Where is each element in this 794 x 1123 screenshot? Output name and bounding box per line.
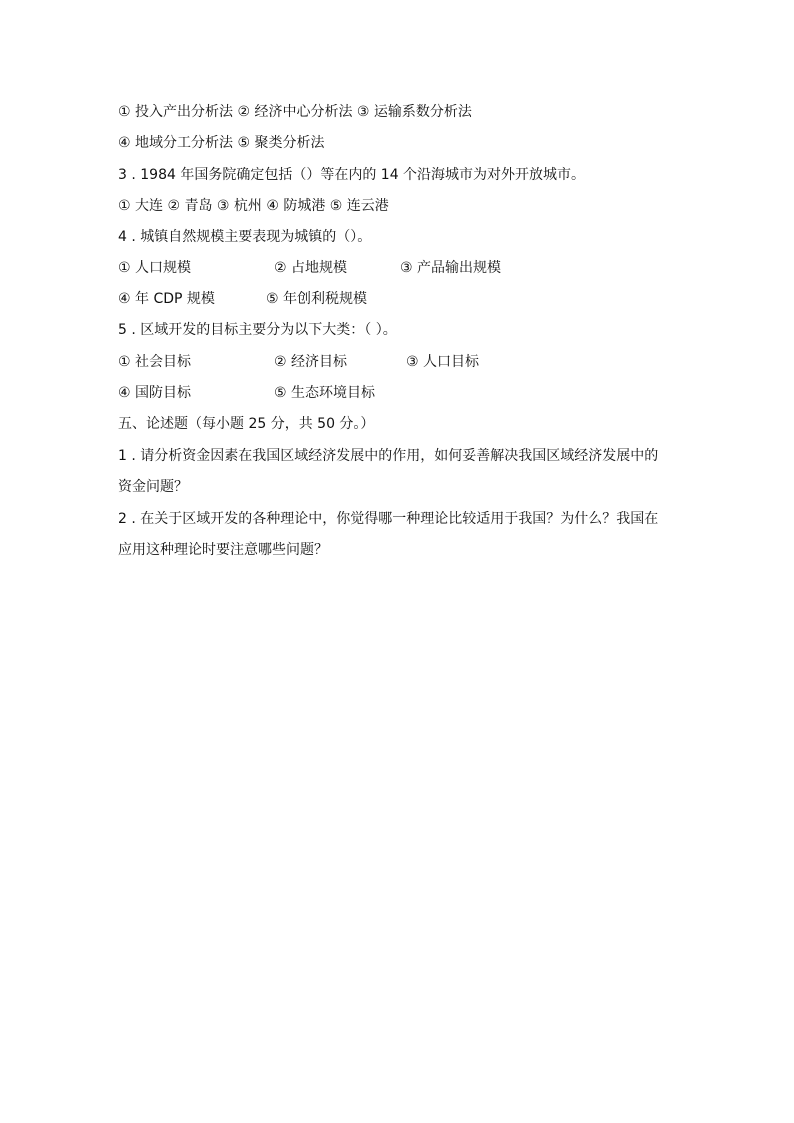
question-4-option-4: ④ 年 CDP 规模	[118, 291, 215, 307]
question-5-options-row-1	[118, 352, 538, 372]
essay-1-line-1: 1 . 请分析资金因素在我国区域经济发展中的作用，如何妥善解决我国区域经济发展中的	[118, 448, 659, 464]
question-5-option-5: ⑤ 生态环境目标	[274, 385, 376, 401]
question-5-option-4: ④ 国防目标	[118, 385, 192, 401]
question-4-option-3: ③ 产品输出规模	[400, 260, 502, 276]
question-4-option-5: ⑤ 年创利税规模	[266, 291, 368, 307]
question-2-options-line-1: ① 投入产出分析法 ② 经济中心分析法 ③ 运输系数分析法	[118, 104, 472, 120]
question-4-options-row-2	[118, 289, 538, 309]
question-5-option-1: ① 社会目标	[118, 354, 192, 370]
question-4-options-row-1	[118, 258, 538, 278]
question-4-option-1: ① 人口规模	[118, 260, 192, 276]
question-5-option-3: ③ 人口目标	[406, 354, 480, 370]
question-2-options-line-2: ④ 地域分工分析法 ⑤ 聚类分析法	[118, 135, 325, 151]
essay-2-line-2: 应用这种理论时要注意哪些问题？	[118, 542, 328, 558]
question-3-options: ① 大连 ② 青岛 ③ 杭州 ④ 防城港 ⑤ 连云港	[118, 198, 389, 214]
essay-1-line-2: 资金问题？	[118, 479, 188, 495]
question-5-stem: 5 . 区域开发的目标主要分为以下大类：（ ）。	[118, 322, 397, 338]
question-5-options-row-2	[118, 383, 538, 403]
question-5-option-2: ② 经济目标	[274, 354, 348, 370]
essay-2-line-1: 2 . 在关于区域开发的各种理论中，你觉得哪一种理论比较适用于我国？为什么？我国在	[118, 511, 659, 527]
question-4-stem: 4 . 城镇自然规模主要表现为城镇的（）。	[118, 229, 372, 245]
section-5-title: 五、论述题（每小题 25 分，共 50 分。）	[118, 416, 375, 432]
question-4-option-2: ② 占地规模	[274, 260, 348, 276]
question-3-stem: 3 . 1984 年国务院确定包括（）等在内的 14 个沿海城市为对外开放城市。	[118, 167, 586, 183]
